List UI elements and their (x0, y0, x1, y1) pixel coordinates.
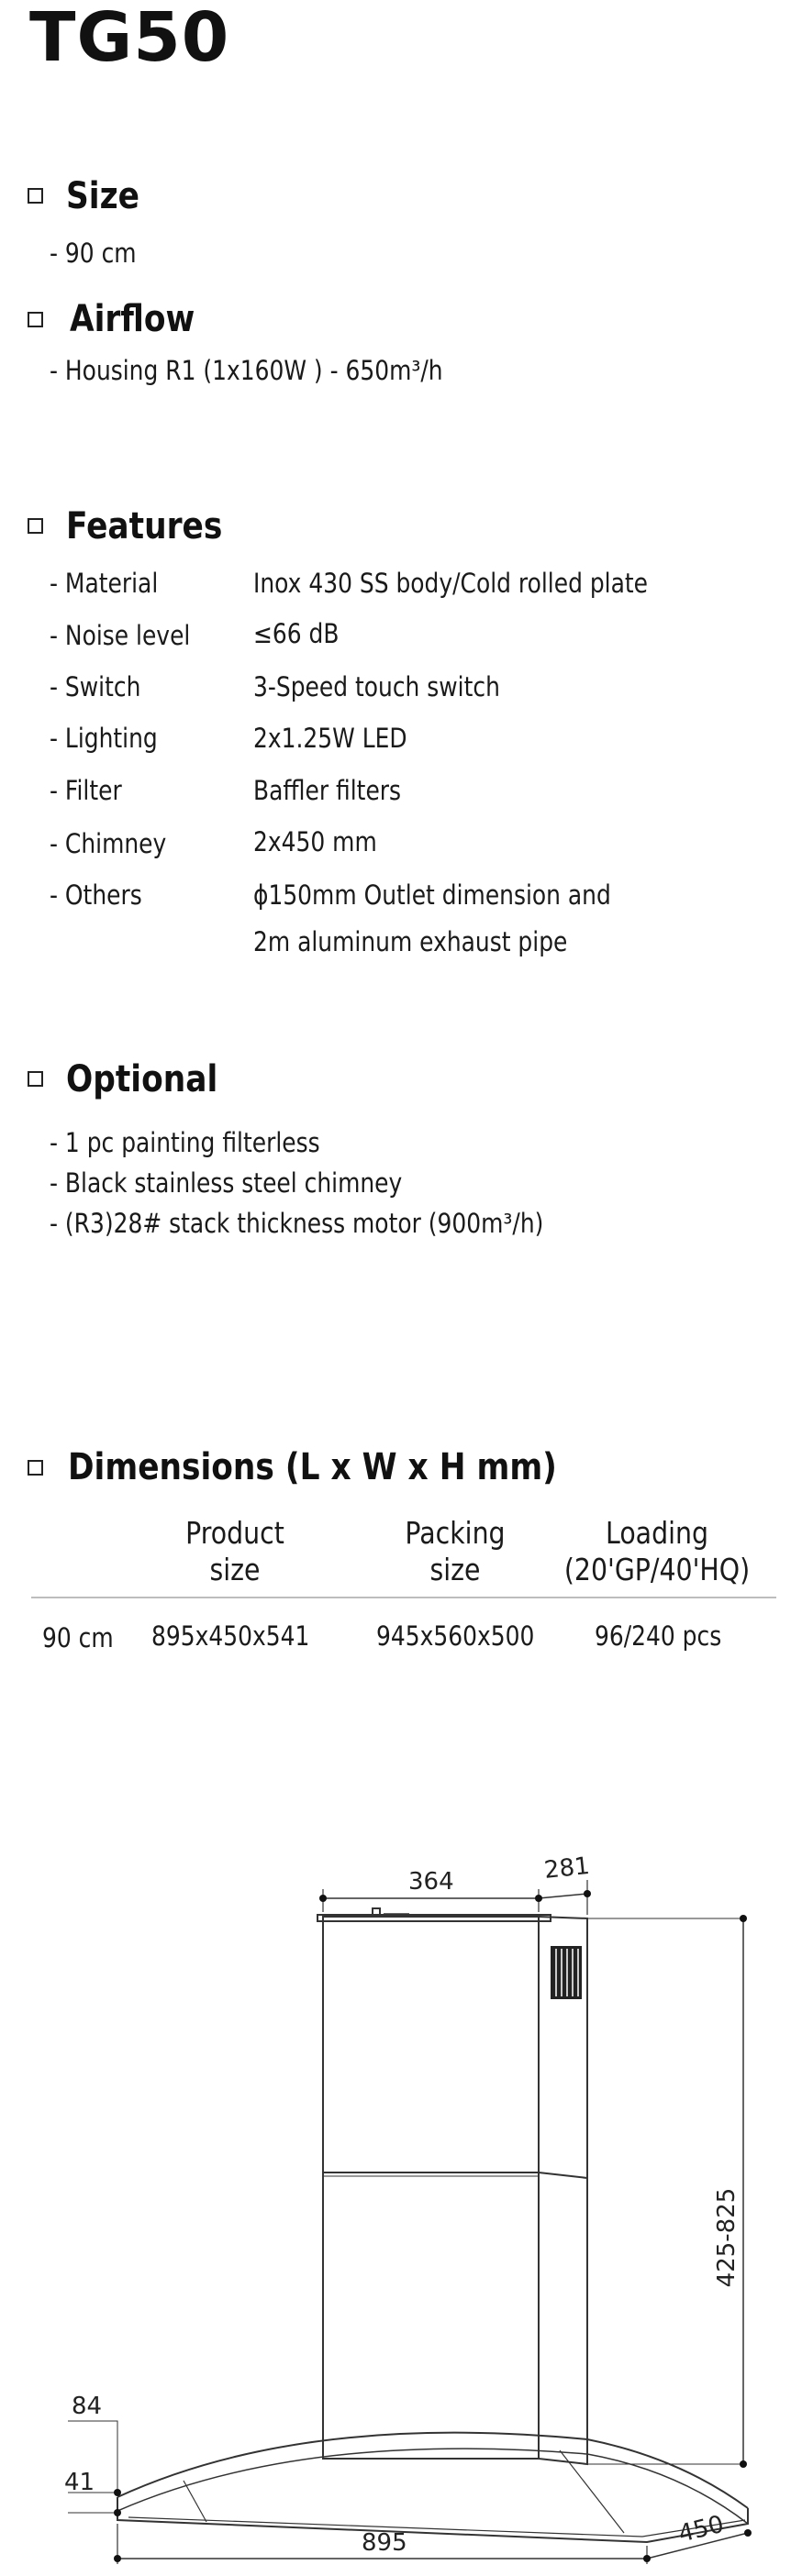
label-chimney-height: 425-825 (713, 2187, 741, 2288)
feature-value-material: Inox 430 SS body/Cold rolled plate (253, 568, 648, 599)
dim-row-packing: 945x560x500 (376, 1620, 535, 1652)
feature-label-filter: - Filter (50, 775, 122, 806)
feature-label-others: - Others (50, 879, 142, 911)
dim-header-product-line1: Product (185, 1515, 284, 1551)
optional-heading: Optional (66, 1058, 218, 1100)
dim-line-top-depth (539, 1894, 587, 1898)
feature-value-chimney: 2x450 mm (253, 826, 377, 857)
label-hood-height: 84 (72, 2393, 103, 2420)
airflow-line: - Housing R1 (1x160W ) - 650m³/h (50, 355, 443, 386)
size-heading: Size (66, 175, 139, 217)
optional-line-2: - Black stainless steel chimney (50, 1167, 403, 1199)
label-bottom-width: 895 (362, 2529, 407, 2557)
dim-header-loading-line1: Loading (606, 1515, 708, 1551)
dim-header-packing-line1: Packing (405, 1515, 506, 1551)
optional-checkbox-icon (28, 1071, 43, 1087)
dim-row-loading: 96/240 pcs (595, 1620, 722, 1652)
airflow-heading: Airflow (70, 298, 195, 340)
feature-value-filter: Baffler filters (253, 775, 402, 806)
label-top-depth: 281 (542, 1852, 592, 1885)
dim-header-packing-line2: size (429, 1552, 481, 1587)
model-title: TG50 (29, 0, 230, 77)
dim-header-loading-line2: (20'GP/40'HQ) (563, 1552, 751, 1587)
hood-technical-drawing (0, 1825, 802, 2576)
optional-line-1: - 1 pc painting filterless (50, 1127, 320, 1158)
feature-value-others-line2: 2m aluminum exhaust pipe (253, 926, 568, 957)
feature-label-switch: - Switch (50, 671, 141, 702)
feature-value-others: ɸ150mm Outlet dimension and (253, 879, 611, 911)
dim-row-size: 90 cm (42, 1622, 114, 1653)
hood-canopy-top (117, 2433, 748, 2508)
airflow-checkbox-icon (28, 312, 43, 327)
label-hood-edge: 41 (64, 2469, 95, 2496)
feature-value-switch: 3-Speed touch switch (253, 671, 500, 702)
label-bottom-depth: 450 (675, 2510, 727, 2548)
chimney-front (323, 1917, 539, 2459)
feature-label-chimney: - Chimney (50, 828, 167, 859)
feature-value-noise: ≤66 dB (253, 618, 340, 649)
optional-line-3: - (R3)28# stack thickness motor (900m³/h) (50, 1208, 544, 1239)
feature-value-lighting: 2x1.25W LED (253, 723, 407, 754)
dimensions-checkbox-icon (28, 1460, 43, 1476)
features-checkbox-icon (28, 518, 43, 534)
dim-row-product: 895x450x541 (151, 1620, 310, 1652)
dimensions-heading: Dimensions (L x W x H mm) (68, 1446, 557, 1488)
dim-table-rule (31, 1597, 776, 1598)
size-checkbox-icon (28, 188, 43, 204)
chimney-split-line (323, 2172, 587, 2178)
label-top-width: 364 (408, 1868, 454, 1896)
dim-header-product-line2: size (209, 1552, 261, 1587)
size-line: - 90 cm (50, 238, 137, 269)
features-heading: Features (66, 505, 223, 547)
vent-grille-icon (551, 1946, 582, 1999)
feature-label-noise: - Noise level (50, 620, 191, 651)
feature-label-lighting: - Lighting (50, 723, 158, 754)
feature-label-material: - Material (50, 568, 159, 599)
